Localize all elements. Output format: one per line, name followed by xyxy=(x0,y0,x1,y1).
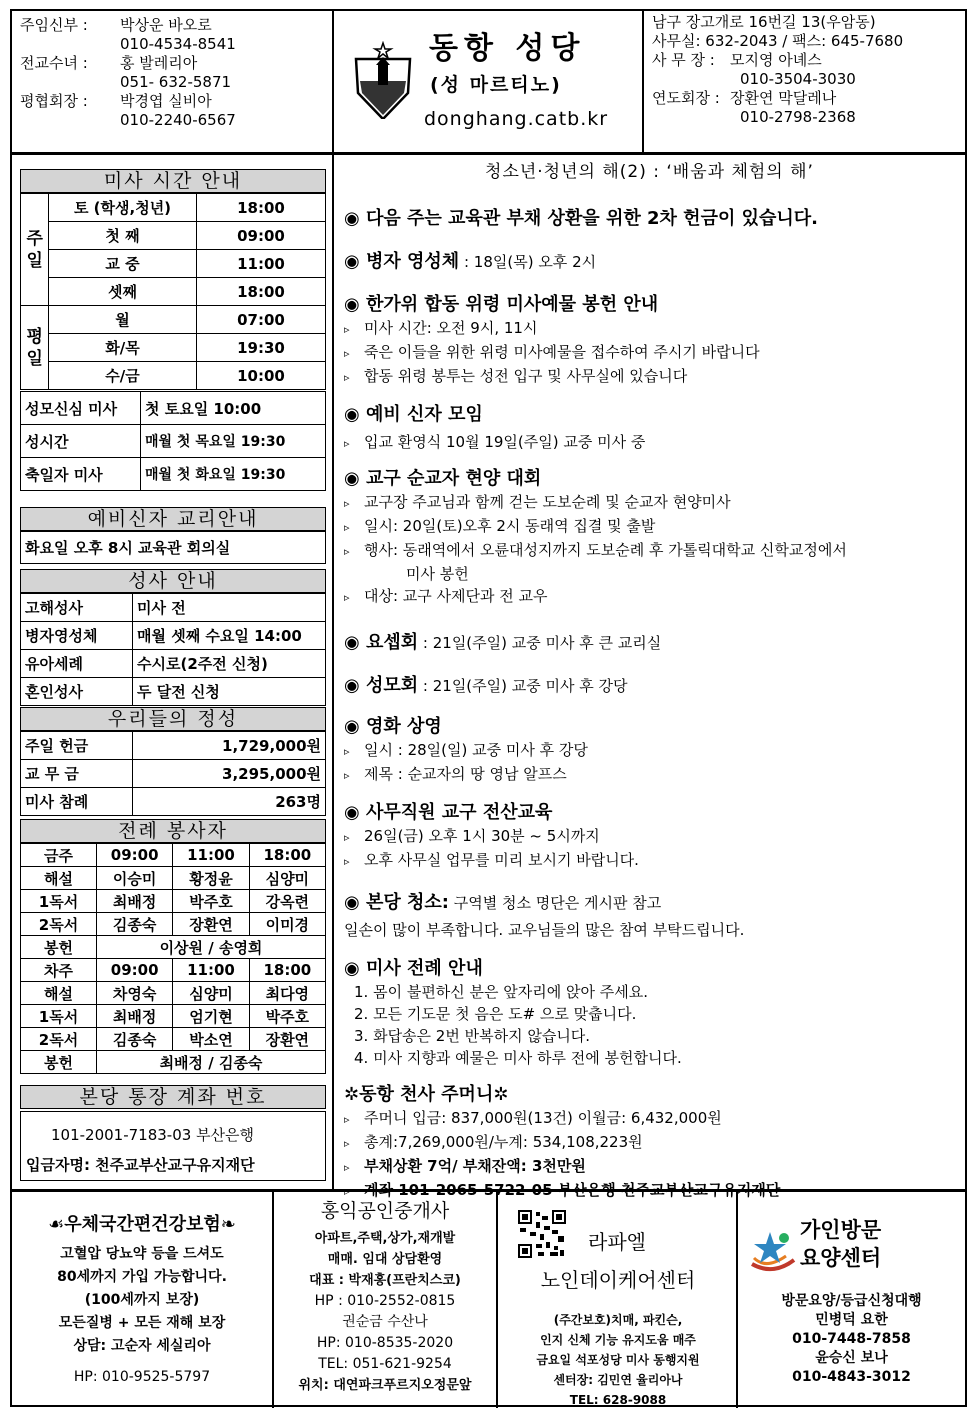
contact-row: 주임신부 : 박상운 바오로 xyxy=(20,16,212,34)
weekday-label: 평일 xyxy=(21,306,49,390)
list-item: ▹ 제목 : 순교자의 땅 영남 알프스 xyxy=(344,765,567,783)
bulletin-frame xyxy=(10,9,967,1407)
home-care-logo-icon xyxy=(748,1230,798,1278)
notice-mary-group: ◉ 성모회 : 21일(주일) 교중 미사 후 강당 xyxy=(344,675,628,696)
list-item: ▹ 일시: 20일(토)오후 2시 동래역 집결 및 출발 xyxy=(344,517,656,535)
mass-title: 미사 시간 안내 xyxy=(20,169,326,193)
table-row: 수/금 10:00 xyxy=(21,362,326,390)
contact-row: 010-2240-6567 xyxy=(120,111,236,129)
table-row: 봉헌 이상원 / 송영희 xyxy=(21,936,326,959)
office-row: 010-3504-3030 xyxy=(740,70,856,88)
account-title: 본당 통장 계좌 번호 xyxy=(20,1085,326,1109)
list-item: ▹ 합동 위령 봉투는 성전 입구 및 사무실에 있습니다 xyxy=(344,367,688,385)
sacraments-title: 성사 안내 xyxy=(20,569,326,593)
office-row: 사 무 장 : 모지영 아녜스 xyxy=(652,51,822,69)
list-item: 3. 화답송은 2번 반복하지 않습니다. xyxy=(354,1027,591,1045)
notice-memorial-mass: ◉ 한가위 합동 위령 미사예물 봉헌 안내 ▹ 미사 시간: 오전 9시, 11시 ▹ 죽은 이들을 위한 위령 미사예물을 접수하여 주시기 바랍니다 ▹ 합동 위령 봉투는 성전 입구 및 사무실에 있습니다 xyxy=(344,293,760,389)
contact-row: 010-4534-8541 xyxy=(120,35,236,53)
header xyxy=(12,11,965,155)
table-row: 교 중 11:00 xyxy=(21,250,326,278)
sunday-label: 주일 xyxy=(21,194,49,306)
contact-row: 평협회장 : 박경엽 실비아 xyxy=(20,92,212,110)
list-item-continued: 미사 봉헌 xyxy=(406,565,469,583)
table-row: 봉헌 최배정 / 김종숙 xyxy=(21,1051,326,1074)
table-row: 고해성사 미사 전 xyxy=(21,594,326,622)
account-box xyxy=(20,1111,326,1181)
parish-title: 동항 성당 xyxy=(429,31,586,66)
notice-second-collection: ◉ 다음 주는 교육관 부채 상환을 위한 2차 헌금이 있습니다. xyxy=(344,208,819,229)
header-office xyxy=(644,11,965,152)
list-item: ▹ 대상: 교구 사제단과 전 교우 xyxy=(344,587,548,605)
list-item: 4. 미사 지향과 예물은 미사 하루 전에 봉헌합니다. xyxy=(354,1049,682,1067)
table-row: 평일 월 07:00 xyxy=(21,306,326,334)
list-item: ▹ 입교 환영식 10월 19일(주일) 교중 미사 중 xyxy=(344,433,646,451)
sacraments-table xyxy=(20,593,326,706)
parish-emblem-icon xyxy=(352,41,414,119)
list-item: 1. 몸이 불편하신 분은 앞자리에 앉아 주세요. xyxy=(354,983,649,1001)
notice-joseph-group: ◉ 요셉회 : 21일(주일) 교중 미사 후 큰 교리실 xyxy=(344,632,662,653)
office-row: 남구 장고개로 16번길 13(우암동) xyxy=(652,13,876,31)
notice-sick-communion: ◉ 병자 영성체 : 18일(목) 오후 2시 xyxy=(344,251,597,272)
contact-row: 051- 632-5871 xyxy=(120,73,232,91)
list-item: ▹ 행사: 동래역에서 오륜대성지까지 도보순례 후 가톨릭대학교 신학교정에서 xyxy=(344,541,847,559)
catechism-table xyxy=(20,531,326,564)
parish-subtitle: (성 마르티노) xyxy=(430,74,562,96)
notice-movie: ◉ 영화 상영 ▹ 일시 : 28일(일) 교중 미사 후 강당 ▹ 제목 : 순교자의 땅 영남 알프스 xyxy=(344,715,588,787)
notice-martyrs-event: ◉ 교구 순교자 현양 대회 ▹ 교구장 주교님과 함께 걷는 도보순례 및 순교자 현양미사 ▹ 일시: 20일(토)오후 2시 동래역 집결 및 출발 ▹ 행사: 동래역에서 오륜대성지까지 도보순례 후 가톨릭대학교 신학교정에서 미사 봉헌 ▹ 대상: 교구 사제단과 전 교우 xyxy=(344,467,847,609)
contact-row: 전교수녀 : 홍 발레리아 xyxy=(20,54,198,72)
footer-ads xyxy=(12,1189,965,1405)
list-item: ▹ 총계:7,269,000원/누계: 534,108,223원 xyxy=(344,1133,643,1151)
mass-schedule-table xyxy=(20,193,326,390)
office-row: 연도회장 : 장환연 막달레나 xyxy=(652,89,837,107)
table-row: 교 무 금 3,295,000원 xyxy=(21,760,326,788)
parish-url[interactable]: donghang.catb.kr xyxy=(424,108,609,130)
table-row: 해설 차영숙 심양미 최다영 xyxy=(21,982,326,1005)
office-row: 010-2798-2368 xyxy=(740,108,856,126)
list-item: ▹ 부채상환 7억/ 부채잔액: 3천만원 xyxy=(344,1157,586,1175)
table-row: 성시간 매월 첫 목요일 19:30 xyxy=(21,425,326,458)
header-title-block xyxy=(334,11,644,152)
list-item: ▹ 교구장 주교님과 함께 걷는 도보순례 및 순교자 현양미사 xyxy=(344,493,731,511)
table-row: 병자영성체 매월 셋째 수요일 14:00 xyxy=(21,622,326,650)
notice-it-training: ◉ 사무직원 교구 전산교육 ▹ 26일(금) 오후 1시 30분 ~ 5시까지 ▹ 오후 사무실 업무를 미리 보시기 바랍니다. xyxy=(344,801,639,873)
table-row: 해설 이승미 황정윤 심양미 xyxy=(21,867,326,890)
offering-title: 우리들의 정성 xyxy=(20,707,326,731)
ad-daycare: 라파엘 노인데이케어센터 (주간보호)치매, 파킨슨, 인지 신체 기능 유지도움 매주 금요일 석포성당 미사 동행지원 센터장: 김민연 율리아나 TEL: 628-9088 xyxy=(498,1192,738,1408)
list-item: 2. 모든 기도문 첫 음은 도# 으로 맞춥니다. xyxy=(354,1005,637,1023)
ad-realty: 홍익공인중개사 아파트,주택,상가,재개발 매매. 임대 상담환영 대표 : 박재홍(프란치스코) HP : 010-2552-0815 권순금 수산나 HP: 010-8535-2020 TEL: 051-621-9254 위치: 대연파크푸르지오정문앞 xyxy=(274,1192,498,1408)
offering-table xyxy=(20,731,326,816)
list-item: ▹ 계좌 101-2065-5722-05 부산은행 천주교부산교구유지재단 xyxy=(344,1181,781,1199)
list-item: ▹ 일시 : 28일(일) 교중 미사 후 강당 xyxy=(344,741,588,759)
list-item: ▹ 죽은 이들을 위한 위령 미사예물을 접수하여 주시기 바랍니다 xyxy=(344,343,760,361)
list-item: ▹ 미사 시간: 오전 9시, 11시 xyxy=(344,319,538,337)
table-row: 첫 째 09:00 xyxy=(21,222,326,250)
servers-table xyxy=(20,843,326,1074)
ad-home-care: 가인방문 요양센터 방문요양/등급신청대행 민병덕 요한 010-7448-7858 윤승신 보나 010-4843-3012 xyxy=(738,1192,965,1408)
table-row: 주일 토 (학생,청년) 18:00 xyxy=(21,194,326,222)
servers-title: 전례 봉사자 xyxy=(20,819,326,843)
table-row: 미사 참례 263명 xyxy=(21,788,326,816)
table-row: 유아세례 수시로(2주전 신청) xyxy=(21,650,326,678)
table-row: 2독서 김종숙 박소연 장환연 xyxy=(21,1028,326,1051)
table-row: 성모신심 미사 첫 토요일 10:00 xyxy=(21,392,326,425)
left-column xyxy=(12,155,334,1189)
account-holder: 입금자명: 천주교부산교구유지재단 xyxy=(26,1156,255,1174)
notice-angel-pouch: ✲동항 천사 주머니✲ ▹ 주머니 입금: 837,000원(13건) 이월금: 6,432,000원 ▹ 총계:7,269,000원/누계: 534,108,223원 ▹ 부채상환 7억/ 부채잔액: 3천만원 ▹ 계좌 101-2065-5722-05 부산은행 천주교부산교구유지재단 xyxy=(344,1083,780,1203)
table-row: 2독서 김종숙 장환연 이미경 xyxy=(21,913,326,936)
account-number: 101-2001-7183-03 부산은행 xyxy=(51,1126,255,1144)
table-row: 금주 09:00 11:00 18:00 xyxy=(21,844,326,867)
table-row: 1독서 최배정 박주호 강옥련 xyxy=(21,890,326,913)
table-row: 화/목 19:30 xyxy=(21,334,326,362)
table-row: 화요일 오후 8시 교육관 회의실 xyxy=(21,532,326,564)
notice-cleaning: ◉ 본당 청소: 구역별 청소 명단은 게시판 참고 일손이 많이 부족합니다. 교우님들의 많은 참여 부탁드립니다. xyxy=(344,892,745,939)
notice-liturgy-guide: ◉ 미사 전례 안내 1. 몸이 불편하신 분은 앞자리에 앉아 주세요. 2. 모든 기도문 첫 음은 도# 으로 맞춥니다. 3. 화답송은 2번 반복하지 않습니다. 4. 미사 지향과 예물은 미사 하루 전에 봉헌합니다. xyxy=(344,958,682,1067)
table-row: 차주 09:00 11:00 18:00 xyxy=(21,959,326,982)
office-row: 사무실: 632-2043 / 팩스: 645-7680 xyxy=(652,32,904,50)
table-row: 축일자 미사 매월 첫 화요일 19:30 xyxy=(21,458,326,491)
qr-code-icon xyxy=(518,1210,566,1258)
header-contacts xyxy=(12,11,334,152)
notice-catechumen-meeting: ◉ 예비 신자 모임 ▹ 입교 환영식 10월 19일(주일) 교중 미사 중 xyxy=(344,403,645,455)
notice-title: 청소년·청년의 해(2) : ‘배움과 체험의 해’ xyxy=(485,162,814,182)
notice-column xyxy=(334,155,965,1199)
table-row: 1독서 최배정 엄기현 박주호 xyxy=(21,1005,326,1028)
catechism-title: 예비신자 교리안내 xyxy=(20,507,326,531)
table-row: 셋째 18:00 xyxy=(21,278,326,306)
ad-insurance: ☙우체국간편건강보험❧ 고혈압 당뇨약 등을 드셔도 80세까지 가입 가능합니다. (100세까지 보장) 모든질병 + 모든 재해 보장 상담: 고순자 세실리아 HP: 010-9525-5797 xyxy=(12,1192,274,1408)
list-item: ▹ 주머니 입금: 837,000원(13건) 이월금: 6,432,000원 xyxy=(344,1109,722,1127)
list-item: ▹ 오후 사무실 업무를 미리 보시기 바랍니다. xyxy=(344,851,639,869)
special-mass-table xyxy=(20,391,326,491)
table-row: 주일 헌금 1,729,000원 xyxy=(21,732,326,760)
list-item: ▹ 26일(금) 오후 1시 30분 ~ 5시까지 xyxy=(344,827,600,845)
table-row: 혼인성사 두 달전 신청 xyxy=(21,678,326,706)
